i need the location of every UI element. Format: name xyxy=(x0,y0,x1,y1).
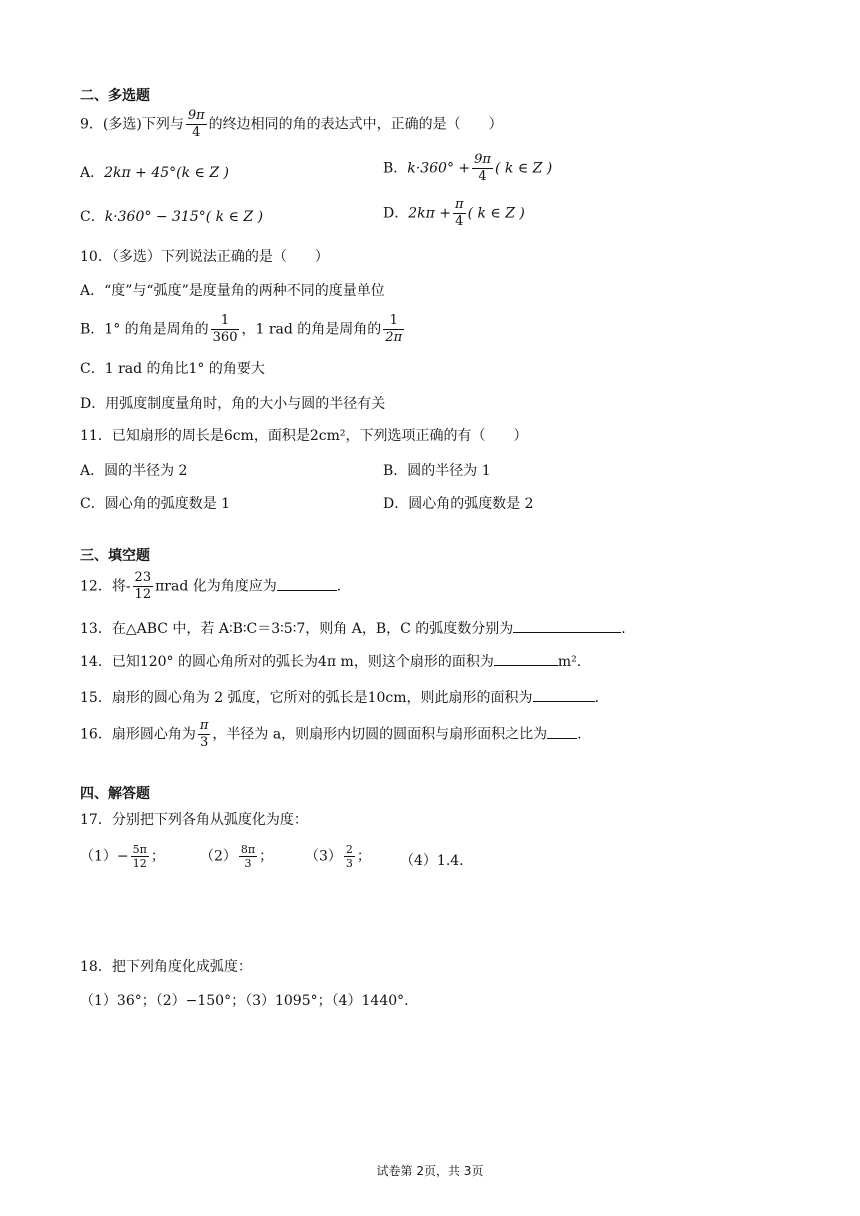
question-16: 16．扇形圆心角为 $\frac{\pi}{3}$ ，半径为 a，则扇形内切圆的圆面积与扇形面积之比为 . xyxy=(80,718,582,750)
q14-answer-blank xyxy=(494,651,558,666)
q17-part-4: （4）1.4. xyxy=(400,853,464,869)
q11-option-d: D．圆心角的弧度数是 2 xyxy=(383,496,534,512)
q10-option-c: C．1 rad 的角比1° 的角要大 xyxy=(80,361,265,377)
q9-d-fraction: $\frac{\pi}{4}$ xyxy=(455,197,464,229)
q17-part-3: （3） $\frac{2}{3}$ ； xyxy=(305,843,371,870)
q13-answer-blank xyxy=(513,618,621,633)
q10-b-fraction-2: $\frac{1}{2\pi}$ xyxy=(385,313,403,345)
q10-b-fraction-1: $\frac{1}{360}$ xyxy=(212,313,238,345)
q15-answer-blank xyxy=(533,687,595,702)
q11-option-a: A．圆的半径为 2 xyxy=(80,463,188,479)
q16-answer-blank xyxy=(547,724,577,739)
question-12: 12．将- $\frac{23}{12}$ πrad 化为角度应为 . xyxy=(80,570,342,602)
q12-answer-blank xyxy=(277,576,337,591)
q17-part-2: （2） $\frac{8\pi}{3}$ ； xyxy=(200,843,274,870)
q17-part-1: （1）− $\frac{5\pi}{12}$ ； xyxy=(80,843,165,870)
question-18-stem: 18．把下列角度化成弧度： xyxy=(80,959,252,975)
q10-option-a: A．“度”与“弧度”是度量角的两种不同的度量单位 xyxy=(80,283,385,299)
q11-option-c: C．圆心角的弧度数是 1 xyxy=(80,496,231,512)
q9-fraction: $\frac{9\pi}{4}$ xyxy=(187,108,205,140)
question-17-stem: 17．分别把下列各角从弧度化为度： xyxy=(80,812,308,828)
section-title-solutions: 四、解答题 xyxy=(80,786,150,802)
question-10-stem: 10．（多选）下列说法正确的是（ ） xyxy=(80,249,329,265)
q9-option-a: A．2kπ + 45°(k ∈ Z ) xyxy=(80,165,230,181)
question-14: 14．已知120° 的圆心角所对的弧长为4π m，则这个扇形的面积为 m². xyxy=(80,651,581,672)
q9-option-b: B．k·360° + $\frac{9\pi}{4}$ ( k ∈ Z ) xyxy=(383,152,553,184)
q9-pre: 9．(多选)下列与 xyxy=(80,116,184,133)
q12-fraction: $\frac{23}{12}$ xyxy=(134,570,152,602)
q10-option-b: B．1° 的角是周角的 $\frac{1}{360}$ ，1 rad 的角是周角的 $\frac{1}{2\pi}$ xyxy=(80,313,403,345)
q11-option-b: B．圆的半径为 1 xyxy=(383,463,491,479)
q9-option-c: C．k·360° − 315°( k ∈ Z ) xyxy=(80,209,264,225)
question-15: 15．扇形的圆心角为 2 弧度，它所对的弧长是10cm，则此扇形的面积为 . xyxy=(80,687,599,708)
question-13: 13．在△ABC 中，若 A∶B∶C＝3∶5∶7，则角 A，B，C 的弧度数分别为 . xyxy=(80,618,626,639)
q16-fraction: $\frac{\pi}{3}$ xyxy=(199,718,209,750)
page-footer: 试卷第 2页，共 3页 xyxy=(376,1164,484,1178)
q10-option-d: D．用弧度制度量角时，角的大小与圆的半径有关 xyxy=(80,396,386,412)
question-11-stem: 11．已知扇形的周长是6cm，面积是2cm²，下列选项正确的有（ ） xyxy=(80,428,528,444)
question-9-stem xyxy=(80,108,503,141)
section-title-multiple-choice: 二、多选题 xyxy=(80,88,150,104)
q17-p1-fraction: $\frac{5\pi}{12}$ xyxy=(132,843,147,870)
section-title-fill-in: 三、填空题 xyxy=(80,548,150,564)
q9-b-fraction: $\frac{9\pi}{4}$ xyxy=(474,152,491,184)
q9-post: 的终边相同的角的表达式中，正确的是（ ） xyxy=(208,116,503,133)
q18-parts: （1）36°；（2）−150°；（3）1095°；（4）1440°. xyxy=(80,993,409,1009)
q17-p3-fraction: $\frac{2}{3}$ xyxy=(345,843,353,870)
q9-option-d: D．2kπ + $\frac{\pi}{4}$ ( k ∈ Z ) xyxy=(383,197,525,229)
q17-p2-fraction: $\frac{8\pi}{3}$ xyxy=(240,843,256,870)
